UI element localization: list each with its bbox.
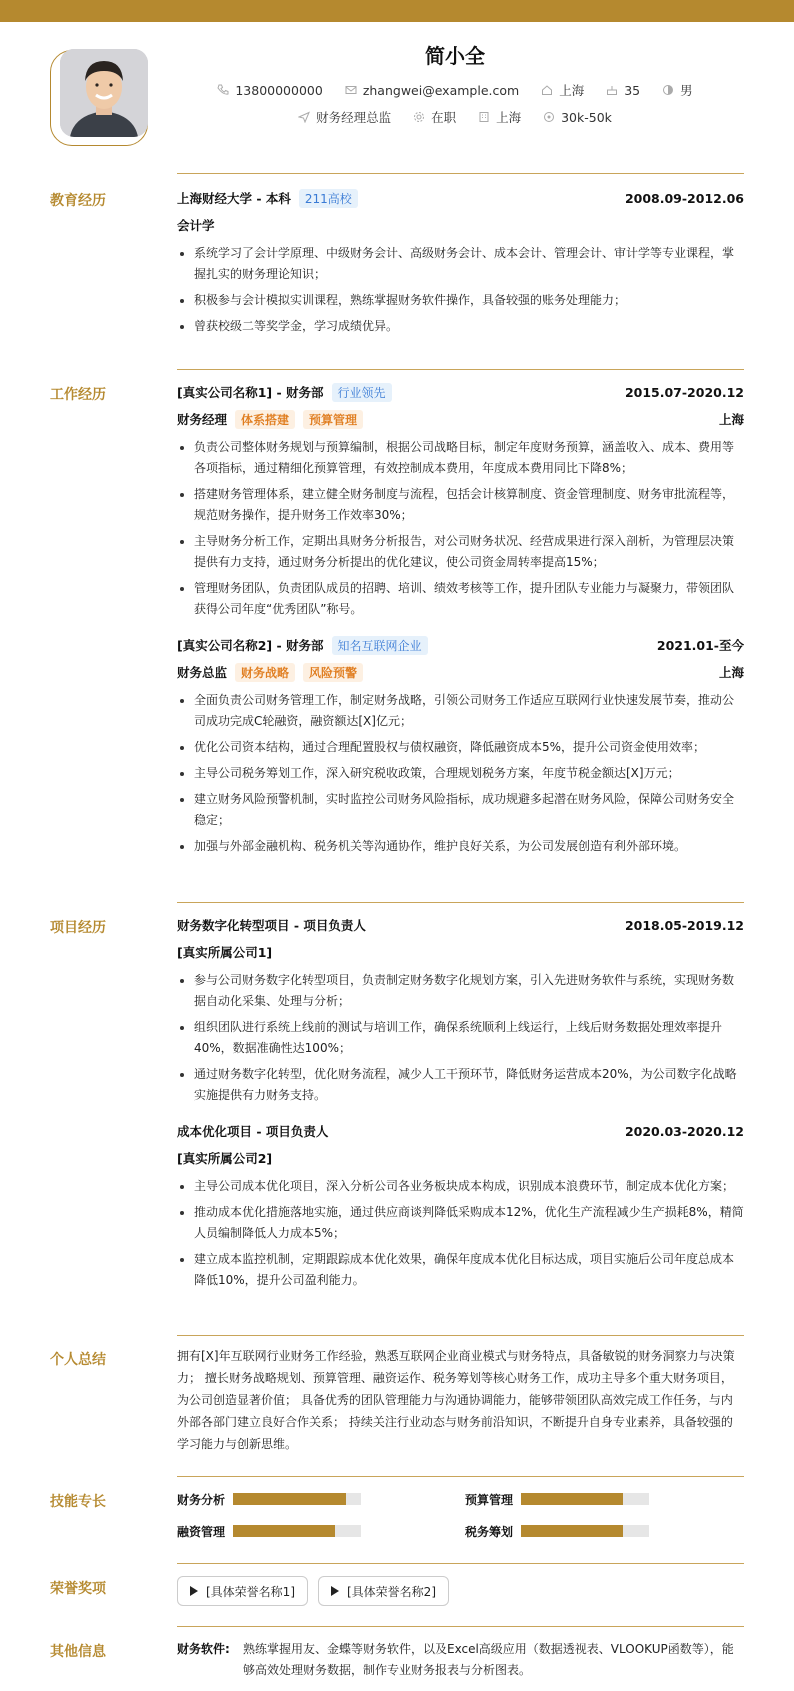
phone-item bbox=[217, 83, 322, 98]
list-item: 全面负责公司财务管理工作，制定财务战略，引领公司财务工作适应互联网行业快速发展节奏，推动公司成功完成C轮融资，融资额达[X]亿元； bbox=[177, 690, 744, 732]
section-title: 个人总结 bbox=[50, 1352, 106, 1368]
job-role: 财务经理 bbox=[177, 412, 228, 427]
list-item: 组织团队进行系统上线前的测试与培训工作，确保系统顺利上线运行，上线后财务数据处理效率提升40%，数据准确性达100%； bbox=[177, 1017, 744, 1059]
project-bullets bbox=[177, 1176, 744, 1291]
section-title: 其他信息 bbox=[50, 1644, 106, 1660]
position-item bbox=[298, 108, 391, 126]
skill-bar-fill bbox=[233, 1493, 346, 1505]
skill-name: 预算管理 bbox=[465, 1492, 514, 1507]
job-entry bbox=[177, 635, 744, 857]
list-item: 搭建财务管理体系，建立健全财务制度与流程，包括会计核算制度、资金管理制度、财务审批流程等，规范财务操作，提升财务工作效率30%； bbox=[177, 484, 744, 526]
job-date: 2015.07-2020.12 bbox=[624, 384, 744, 400]
section-title: 工作经历 bbox=[50, 387, 106, 403]
phone-text: 13800000000 bbox=[235, 82, 323, 98]
list-item: 曾获校级二等奖学金，学习成绩优异。 bbox=[177, 316, 744, 337]
skill-item bbox=[177, 1522, 465, 1540]
section-divider bbox=[177, 1563, 744, 1564]
job-location: 上海 bbox=[718, 412, 744, 427]
gender-text: 男 bbox=[680, 83, 693, 98]
job-intent-row bbox=[0, 108, 794, 126]
section-divider bbox=[177, 902, 744, 903]
skill-bar-fill bbox=[233, 1525, 335, 1537]
section-title: 荣誉奖项 bbox=[50, 1581, 106, 1597]
list-item: 建立财务风险预警机制，实时监控公司财务风险指标，成功规避多起潜在财务风险，保障公司财务安全稳定； bbox=[177, 789, 744, 831]
summary-text: 拥有[X]年互联网行业财务工作经验，熟悉互联网企业商业模式与财务特点，具备敏锐的财务洞察力与决策力； 擅长财务战略规划、预算管理、融资运作、税务筹划等核心财务工作，成功主导多个重大财务项目，为公司创造显著价值； 具备优秀的团队管理能力与沟通协调能力，能够带领团队高效完成工作任务，与内外部各部门建立良好合作关系； 持续关注行业动态与财务前沿知识，不断提升自身专业素养，具备较强的学习能力与创新思维。 bbox=[177, 1349, 735, 1451]
phone-icon bbox=[217, 84, 229, 96]
list-item: 优化公司资本结构，通过合理配置股权与债权融资，降低融资成本5%，提升公司资金使用效率； bbox=[177, 737, 744, 758]
school-tag: 211高校 bbox=[299, 189, 358, 208]
list-item: 加强与外部金融机构、税务机关等沟通协作，维护良好关系，为公司发展创造有利外部环境。 bbox=[177, 836, 744, 857]
position-text: 财务经理总监 bbox=[316, 110, 392, 125]
status-item bbox=[413, 108, 456, 126]
skill-name: 财务分析 bbox=[177, 1492, 226, 1507]
list-item: 主导公司税务筹划工作，深入研究税收政策，合理规划税务方案，年度节税金额达[X]万元； bbox=[177, 763, 744, 784]
coin-icon bbox=[543, 111, 555, 123]
section-title: 项目经历 bbox=[50, 920, 106, 936]
job-entry bbox=[177, 382, 744, 620]
company-tag: 知名互联网企业 bbox=[332, 636, 428, 655]
gender-item bbox=[662, 81, 693, 99]
section-divider bbox=[177, 1335, 744, 1336]
contact-row bbox=[0, 81, 794, 99]
project-name: 成本优化项目 - 项目负责人 bbox=[177, 1124, 329, 1139]
project-bullets bbox=[177, 970, 744, 1106]
section-divider bbox=[177, 1626, 744, 1627]
list-item: 积极参与会计模拟实训课程，熟练掌握财务软件操作，具备较强的账务处理能力； bbox=[177, 290, 744, 311]
job-role: 财务总监 bbox=[177, 665, 228, 680]
job-bullets bbox=[177, 690, 744, 857]
list-item: 主导公司成本优化项目，深入分析公司各业务板块成本构成，识别成本浪费环节，制定成本优化方案； bbox=[177, 1176, 744, 1197]
salary-item bbox=[543, 110, 612, 125]
project-company: [真实所属公司1] bbox=[177, 945, 273, 960]
honor-chip[interactable] bbox=[318, 1576, 449, 1606]
job-bullets bbox=[177, 437, 744, 620]
skill-bar-fill bbox=[521, 1493, 623, 1505]
section-title: 技能专长 bbox=[50, 1494, 106, 1510]
role-tag: 预算管理 bbox=[303, 410, 363, 429]
skill-name: 税务筹划 bbox=[465, 1524, 514, 1539]
education-bullets bbox=[177, 243, 744, 337]
skill-item bbox=[177, 1490, 465, 1508]
email-item bbox=[345, 83, 519, 98]
role-tag: 体系搭建 bbox=[235, 410, 295, 429]
project-name: 财务数字化转型项目 - 项目负责人 bbox=[177, 918, 366, 933]
list-item: 建立成本监控机制，定期跟踪成本优化效果，确保年度成本优化目标达成，项目实施后公司年度总成本降低10%，提升公司盈利能力。 bbox=[177, 1249, 744, 1291]
project-entry bbox=[177, 1121, 744, 1291]
skill-bar bbox=[521, 1525, 649, 1537]
project-date: 2020.03-2020.12 bbox=[624, 1123, 744, 1139]
mail-icon bbox=[345, 84, 357, 96]
honor-chip[interactable] bbox=[177, 1576, 308, 1606]
gear-icon bbox=[413, 111, 425, 123]
honor-label: [具体荣誉名称1] bbox=[206, 1584, 295, 1599]
list-item: 负责公司整体财务规划与预算编制，根据公司战略目标，制定年度财务预算，涵盖收入、成本、费用等各项指标，通过精细化预算管理，有效控制成本费用，年度成本费用同比下降8%； bbox=[177, 437, 744, 479]
top-accent-bar bbox=[0, 0, 794, 22]
age-text: 35 bbox=[624, 82, 641, 98]
skill-bar-fill bbox=[521, 1525, 623, 1537]
skill-bar bbox=[233, 1525, 361, 1537]
project-entry bbox=[177, 915, 744, 1106]
email-text: zhangwei@example.com bbox=[362, 82, 520, 98]
city-text: 上海 bbox=[559, 83, 585, 98]
project-company: [真实所属公司2] bbox=[177, 1151, 273, 1166]
role-tag: 财务战略 bbox=[235, 663, 295, 682]
building-icon bbox=[478, 111, 490, 123]
company-name: [真实公司名称1] - 财务部 bbox=[177, 385, 324, 400]
status-text: 在职 bbox=[431, 110, 457, 125]
expected-city-text: 上海 bbox=[496, 110, 522, 125]
major: 会计学 bbox=[177, 218, 215, 233]
section-divider bbox=[177, 369, 744, 370]
section-divider bbox=[177, 173, 744, 174]
list-item: 参与公司财务数字化转型项目，负责制定财务数字化规划方案，引入先进财务软件与系统，实现财务数据自动化采集、处理与分析； bbox=[177, 970, 744, 1012]
cake-icon bbox=[606, 84, 618, 96]
project-date: 2018.05-2019.12 bbox=[624, 917, 744, 933]
section-divider bbox=[177, 1476, 744, 1477]
skill-bar bbox=[521, 1493, 649, 1505]
skill-bar bbox=[233, 1493, 361, 1505]
job-date: 2021.01-至今 bbox=[656, 638, 744, 653]
play-icon bbox=[190, 1586, 198, 1596]
skill-name: 融资管理 bbox=[177, 1524, 226, 1539]
gender-icon bbox=[662, 84, 674, 96]
section-title: 教育经历 bbox=[50, 193, 106, 209]
list-item: 推动成本优化措施落地实施，通过供应商谈判降低采购成本12%，优化生产流程减少生产损耗8%，精简人员编制降低人力成本5%； bbox=[177, 1202, 744, 1244]
list-item: 系统学习了会计学原理、中级财务会计、高级财务会计、成本会计、管理会计、审计学等专业课程，掌握扎实的财务理论知识； bbox=[177, 243, 744, 285]
list-item: 主导财务分析工作，定期出具财务分析报告，对公司财务状况、经营成果进行深入剖析，为管理层决策提供有力支持，通过财务分析提出的优化建议，使公司资金周转率提高15%； bbox=[177, 531, 744, 573]
education-date: 2008.09-2012.06 bbox=[624, 190, 744, 206]
home-icon bbox=[541, 84, 553, 96]
role-tag: 风险预警 bbox=[303, 663, 363, 682]
city-item bbox=[541, 81, 584, 99]
skills-grid bbox=[177, 1490, 744, 1540]
skill-item bbox=[465, 1522, 744, 1540]
other-label: 财务软件: bbox=[177, 1642, 230, 1656]
salary-text: 30k-50k bbox=[561, 109, 612, 125]
list-item: 管理财务团队，负责团队成员的招聘、培训、绩效考核等工作，提升团队专业能力与凝聚力，带领团队获得公司年度“优秀团队”称号。 bbox=[177, 578, 744, 620]
play-icon bbox=[331, 1586, 339, 1596]
company-tag: 行业领先 bbox=[332, 383, 392, 402]
job-location: 上海 bbox=[718, 665, 744, 680]
expected-city-item bbox=[478, 108, 521, 126]
honor-label: [具体荣誉名称2] bbox=[347, 1584, 436, 1599]
list-item: 通过财务数字化转型，优化财务流程，减少人工干预环节，降低财务运营成本20%，为公司数字化战略实施提供有力财务支持。 bbox=[177, 1064, 744, 1106]
send-icon bbox=[298, 111, 310, 123]
skill-item bbox=[465, 1490, 744, 1508]
school-name: 上海财经大学 - 本科 bbox=[177, 191, 291, 206]
other-text: 熟练掌握用友、金蝶等财务软件，以及Excel高级应用（数据透视表、VLOOKUP函数等），能够高效处理财务数据，制作专业财务报表与分析图表。 bbox=[243, 1642, 734, 1677]
candidate-name: 简小全 bbox=[425, 44, 485, 68]
company-name: [真实公司名称2] - 财务部 bbox=[177, 638, 324, 653]
age-item bbox=[606, 83, 640, 98]
